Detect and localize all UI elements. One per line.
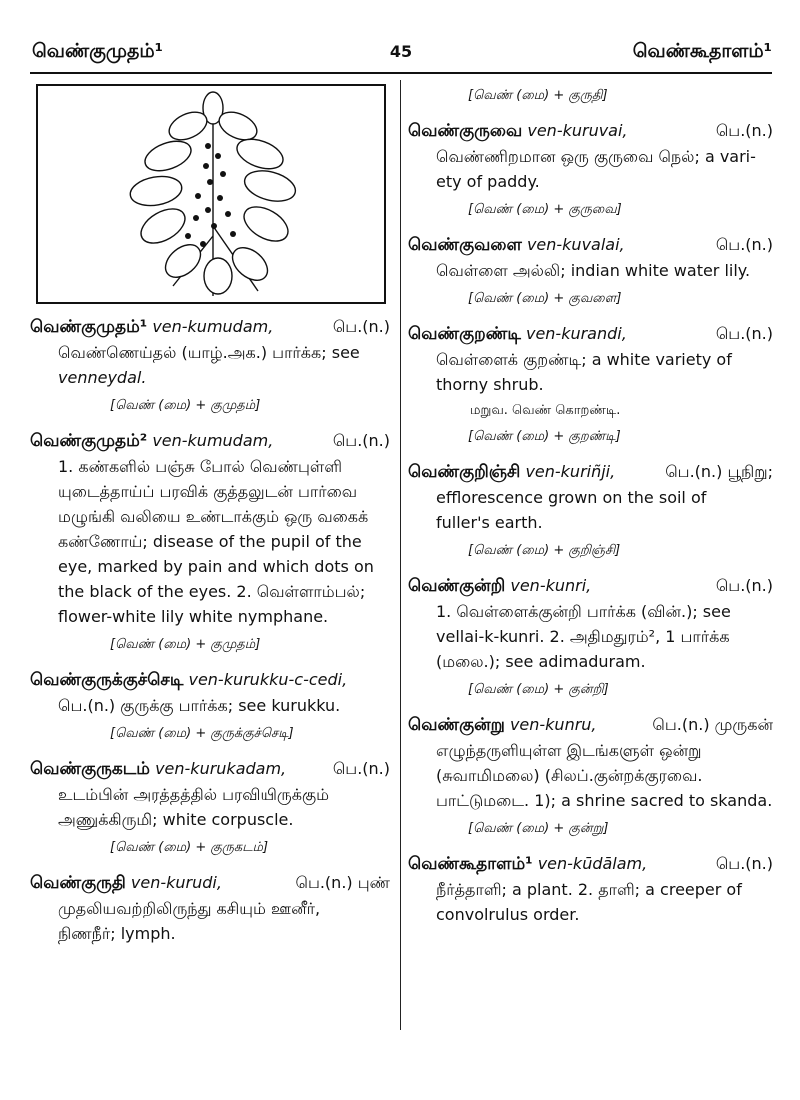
header-left-headword: வெண்குமுதம்¹: [32, 40, 164, 62]
definition-line: கண்ணோய்; disease of the pupil of the: [58, 532, 362, 551]
headword: வெண்குமுதம்¹: [30, 317, 148, 337]
headword: வெண்குறண்டி: [408, 324, 521, 344]
entry-left-1: [30, 428, 390, 655]
part-of-speech: பெ.(n.) புண்: [295, 873, 390, 892]
entry-right-3: [408, 459, 773, 561]
definition-line: அணுக்கிருமி; white corpuscle.: [58, 810, 294, 829]
definition-line: the black of the eyes. 2. வெள்ளாம்பல்;: [58, 582, 366, 601]
transliteration: ven-kumudam,: [152, 317, 274, 336]
headword: வெண்குன்றி: [408, 576, 506, 596]
transliteration: ven-kurukku-c-cedi,: [188, 670, 348, 689]
transliteration: ven-kumudam,: [152, 431, 274, 450]
etymology: [வெண் (மை) + குறிஞ்சி]: [468, 543, 621, 558]
entry-left-0: [30, 314, 390, 416]
entry-left-2: [30, 667, 390, 744]
transliteration: ven-kūdālam,: [537, 854, 648, 873]
part-of-speech: பெ.(n.) முருகன்: [652, 715, 773, 734]
entry-right-0: [408, 118, 773, 220]
etymology: [வெண் (மை) + குன்றி]: [468, 682, 609, 697]
etymology: [வெண் (மை) + குமுதம்]: [110, 398, 261, 413]
part-of-speech: பெ.(n.): [332, 759, 390, 778]
definition-line: 1. வெள்ளைக்குன்றி பார்க்க (வின்.); see: [436, 602, 731, 621]
etymology: [வெண் (மை) + குருகடம்]: [110, 840, 269, 855]
page-header: [30, 38, 772, 74]
headword: வெண்குருவை: [408, 121, 523, 141]
definition-line: efflorescence grown on the soil of: [436, 488, 707, 507]
entry-right-1: [408, 232, 773, 309]
entry-right-5: [408, 712, 773, 839]
entry-right-2: [408, 321, 773, 447]
transliteration: ven-kuruvai,: [527, 121, 628, 140]
definition-line: வெண்ணெய்தல் (யாழ்.அக.) பார்க்க; see: [58, 343, 360, 362]
headword: வெண்குருக்குச்செடி: [30, 670, 184, 690]
part-of-speech: பெ.(n.): [715, 854, 773, 873]
definition-line: eye, marked by pain and which dots on: [58, 557, 374, 576]
definition-line: 1. கண்களில் பஞ்சு போல் வெண்புள்ளி: [58, 457, 342, 476]
etymology-continued: [வெண் (மை) + குருதி]: [468, 88, 608, 103]
transliteration: ven-kurukadam,: [155, 759, 287, 778]
left-column: [30, 80, 390, 954]
part-of-speech: பெ.(n.): [332, 317, 390, 336]
definition-line: ety of paddy.: [436, 172, 540, 191]
definition-line: flower-white lily white nymphane.: [58, 607, 329, 626]
variant-form: மறுவ. வெண் கொறண்டி.: [470, 403, 621, 418]
definition-line: முதலியவற்றிலிருந்து கசியும் ஊனீர்,: [58, 899, 321, 918]
etymology: [வெண் (மை) + குருவை]: [468, 202, 622, 217]
transliteration: ven-kunri,: [510, 576, 592, 595]
entry-right-6: [408, 851, 773, 927]
definition-line: பெ.(n.) குருக்கு பார்க்க; see kurukku.: [58, 696, 341, 715]
definition-line: நிணநீர்; lymph.: [58, 924, 176, 943]
headword: வெண்குருகடம்: [30, 759, 150, 779]
etymology: [வெண் (மை) + குன்று]: [468, 821, 609, 836]
part-of-speech: பெ.(n.): [715, 121, 773, 140]
definition-line: நீர்த்தாளி; a plant. 2. தாளி; a creeper of: [436, 880, 742, 899]
plant-illustration-icon: [38, 86, 384, 302]
definition-line: (சுவாமிமலை) (சிலப்.குன்றக்குரவை.: [436, 766, 703, 785]
transliteration: ven-kuvalai,: [526, 235, 625, 254]
definition-line: வெண்ணிறமான ஒரு குருவை நெல்; a vari-: [436, 147, 756, 166]
definition-line: பாட்டுமடை. 1); a shrine sacred to skanda.: [436, 791, 773, 810]
definition-line: venneydal.: [58, 368, 147, 387]
definition-line: vellai-k-kunri. 2. அதிமதுரம்², 1 பார்க்க: [436, 627, 730, 646]
definition-line: உடம்பின் அரத்தத்தில் பரவியிருக்கும்: [58, 785, 329, 804]
transliteration: ven-kunru,: [509, 715, 597, 734]
definition-line: யுடைத்தாய்ப் பரவிக் குத்தலுடன் பார்வை: [58, 482, 358, 501]
headword: வெண்குறிஞ்சி: [408, 462, 521, 482]
headword: வெண்கூதாளம்¹: [408, 854, 533, 874]
headword: வெண்குன்று: [408, 715, 505, 735]
definition-line: fuller's earth.: [436, 513, 543, 532]
definition-line: convolrulus order.: [436, 905, 580, 924]
definition-line: வெள்ளைக் குறண்டி; a white variety of: [436, 350, 732, 369]
part-of-speech: பெ.(n.): [332, 431, 390, 450]
part-of-speech: பெ.(n.): [715, 235, 773, 254]
column-divider: [400, 80, 401, 1030]
etymology: [வெண் (மை) + குவளை]: [468, 291, 622, 306]
etymology: [வெண் (மை) + குமுதம்]: [110, 637, 261, 652]
right-column: [408, 80, 773, 935]
etymology: [வெண் (மை) + குருக்குச்செடி]: [110, 726, 294, 741]
page-number: 45: [389, 42, 413, 61]
transliteration: ven-kurudi,: [130, 873, 222, 892]
definition-line: வெள்ளை அல்லி; indian white water lily.: [436, 261, 751, 280]
transliteration: ven-kuriñji,: [525, 462, 616, 481]
etymology: [வெண் (மை) + குறண்டி]: [468, 429, 621, 444]
headword: வெண்குவளை: [408, 235, 522, 255]
headword: வெண்குமுதம்²: [30, 431, 148, 451]
header-right-headword: வெண்கூதாளம்¹: [632, 40, 772, 62]
definition-line: மழுங்கி வலியை உண்டாக்கும் ஒரு வகைக்: [58, 507, 369, 526]
entry-right-4: [408, 573, 773, 700]
transliteration: ven-kurandi,: [525, 324, 627, 343]
part-of-speech: பெ.(n.): [715, 576, 773, 595]
part-of-speech: பெ.(n.) பூநிறு;: [665, 462, 773, 481]
definition-line: thorny shrub.: [436, 375, 544, 394]
entry-left-3: [30, 756, 390, 858]
part-of-speech: பெ.(n.): [715, 324, 773, 343]
headword: வெண்குருதி: [30, 873, 126, 893]
definition-line: எழுந்தருளியுள்ள இடங்களுள் ஒன்று: [436, 741, 702, 760]
plant-illustration: [36, 84, 386, 304]
entry-left-4: [30, 870, 390, 946]
definition-line: (மலை.); see adimaduram.: [436, 652, 646, 671]
